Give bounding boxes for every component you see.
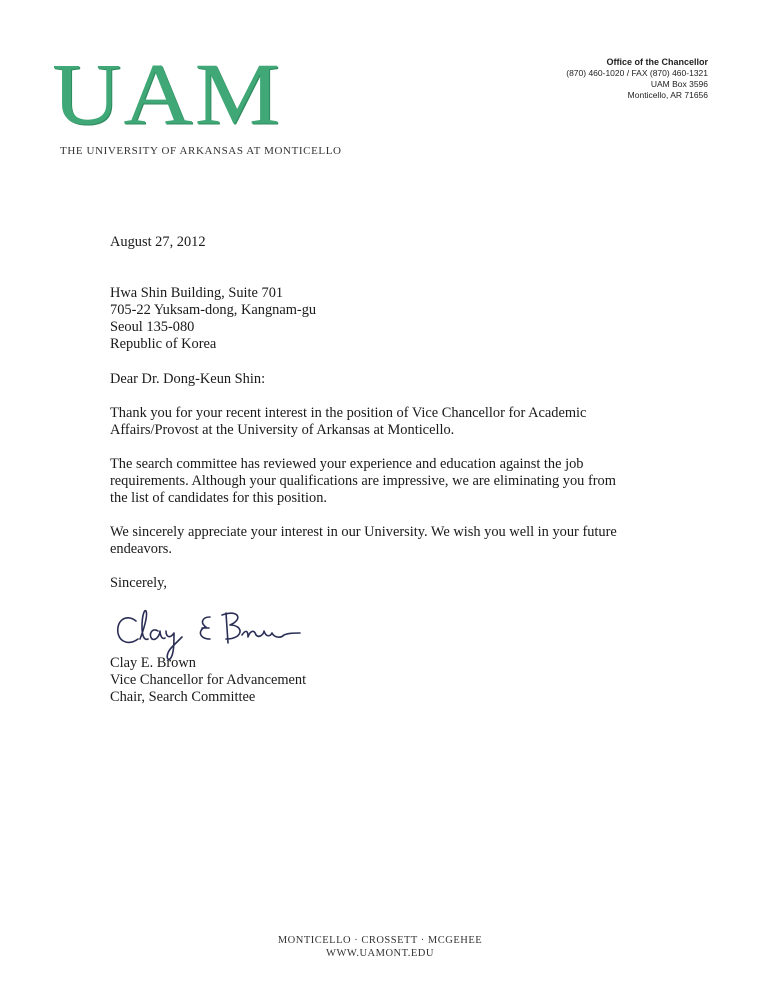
paragraph: Thank you for your recent interest in the position of Vice Chancellor for Academic Affairs/Provost at the University of Arkansas at Monticello.: [110, 405, 587, 438]
address-line: Hwa Shin Building, Suite 701: [110, 285, 284, 301]
paragraph: The search committee has reviewed your experience and education against the job requirements. Although your qualifications are impressive, we are eliminating you from the list of candidates for this position.: [110, 456, 616, 506]
address-line: Seoul 135-080: [110, 319, 195, 335]
university-name: THE UNIVERSITY OF ARKANSAS AT MONTICELLO: [60, 145, 342, 157]
signer-title: Vice Chancellor for Advancement: [110, 672, 307, 688]
letter-date: August 27, 2012: [110, 234, 206, 250]
office-box: UAM Box 3596: [650, 79, 708, 89]
office-city-state-zip: Monticello, AR 71656: [627, 90, 708, 100]
footer-website: WWW.UAMONT.EDU: [326, 948, 434, 959]
signer-block: [110, 655, 306, 706]
handwritten-signature: [114, 603, 304, 661]
office-contact-block: [566, 57, 708, 101]
salutation: Dear Dr. Dong-Keun Shin:: [110, 371, 266, 387]
office-phone-fax: (870) 460-1020 / FAX (870) 460-1321: [566, 68, 708, 78]
signer-name: Clay E. Brown: [110, 655, 196, 671]
footer-campuses: MONTICELLO · CROSSETT · MCGEHEE: [277, 935, 483, 946]
closing: Sincerely,: [110, 575, 168, 591]
address-line: Republic of Korea: [110, 336, 217, 352]
office-title: Office of the Chancellor: [606, 57, 708, 67]
address-line: 705-22 Yuksam-dong, Kangnam-gu: [110, 302, 317, 318]
letter-body: [110, 234, 630, 592]
recipient-address: [110, 285, 630, 353]
signer-role: Chair, Search Committee: [110, 689, 256, 705]
paragraph: We sincerely appreciate your interest in our University. We wish you well in your future endeavors.: [110, 524, 617, 557]
letterhead-footer: [0, 934, 760, 960]
uam-logo: UAM: [52, 44, 283, 143]
